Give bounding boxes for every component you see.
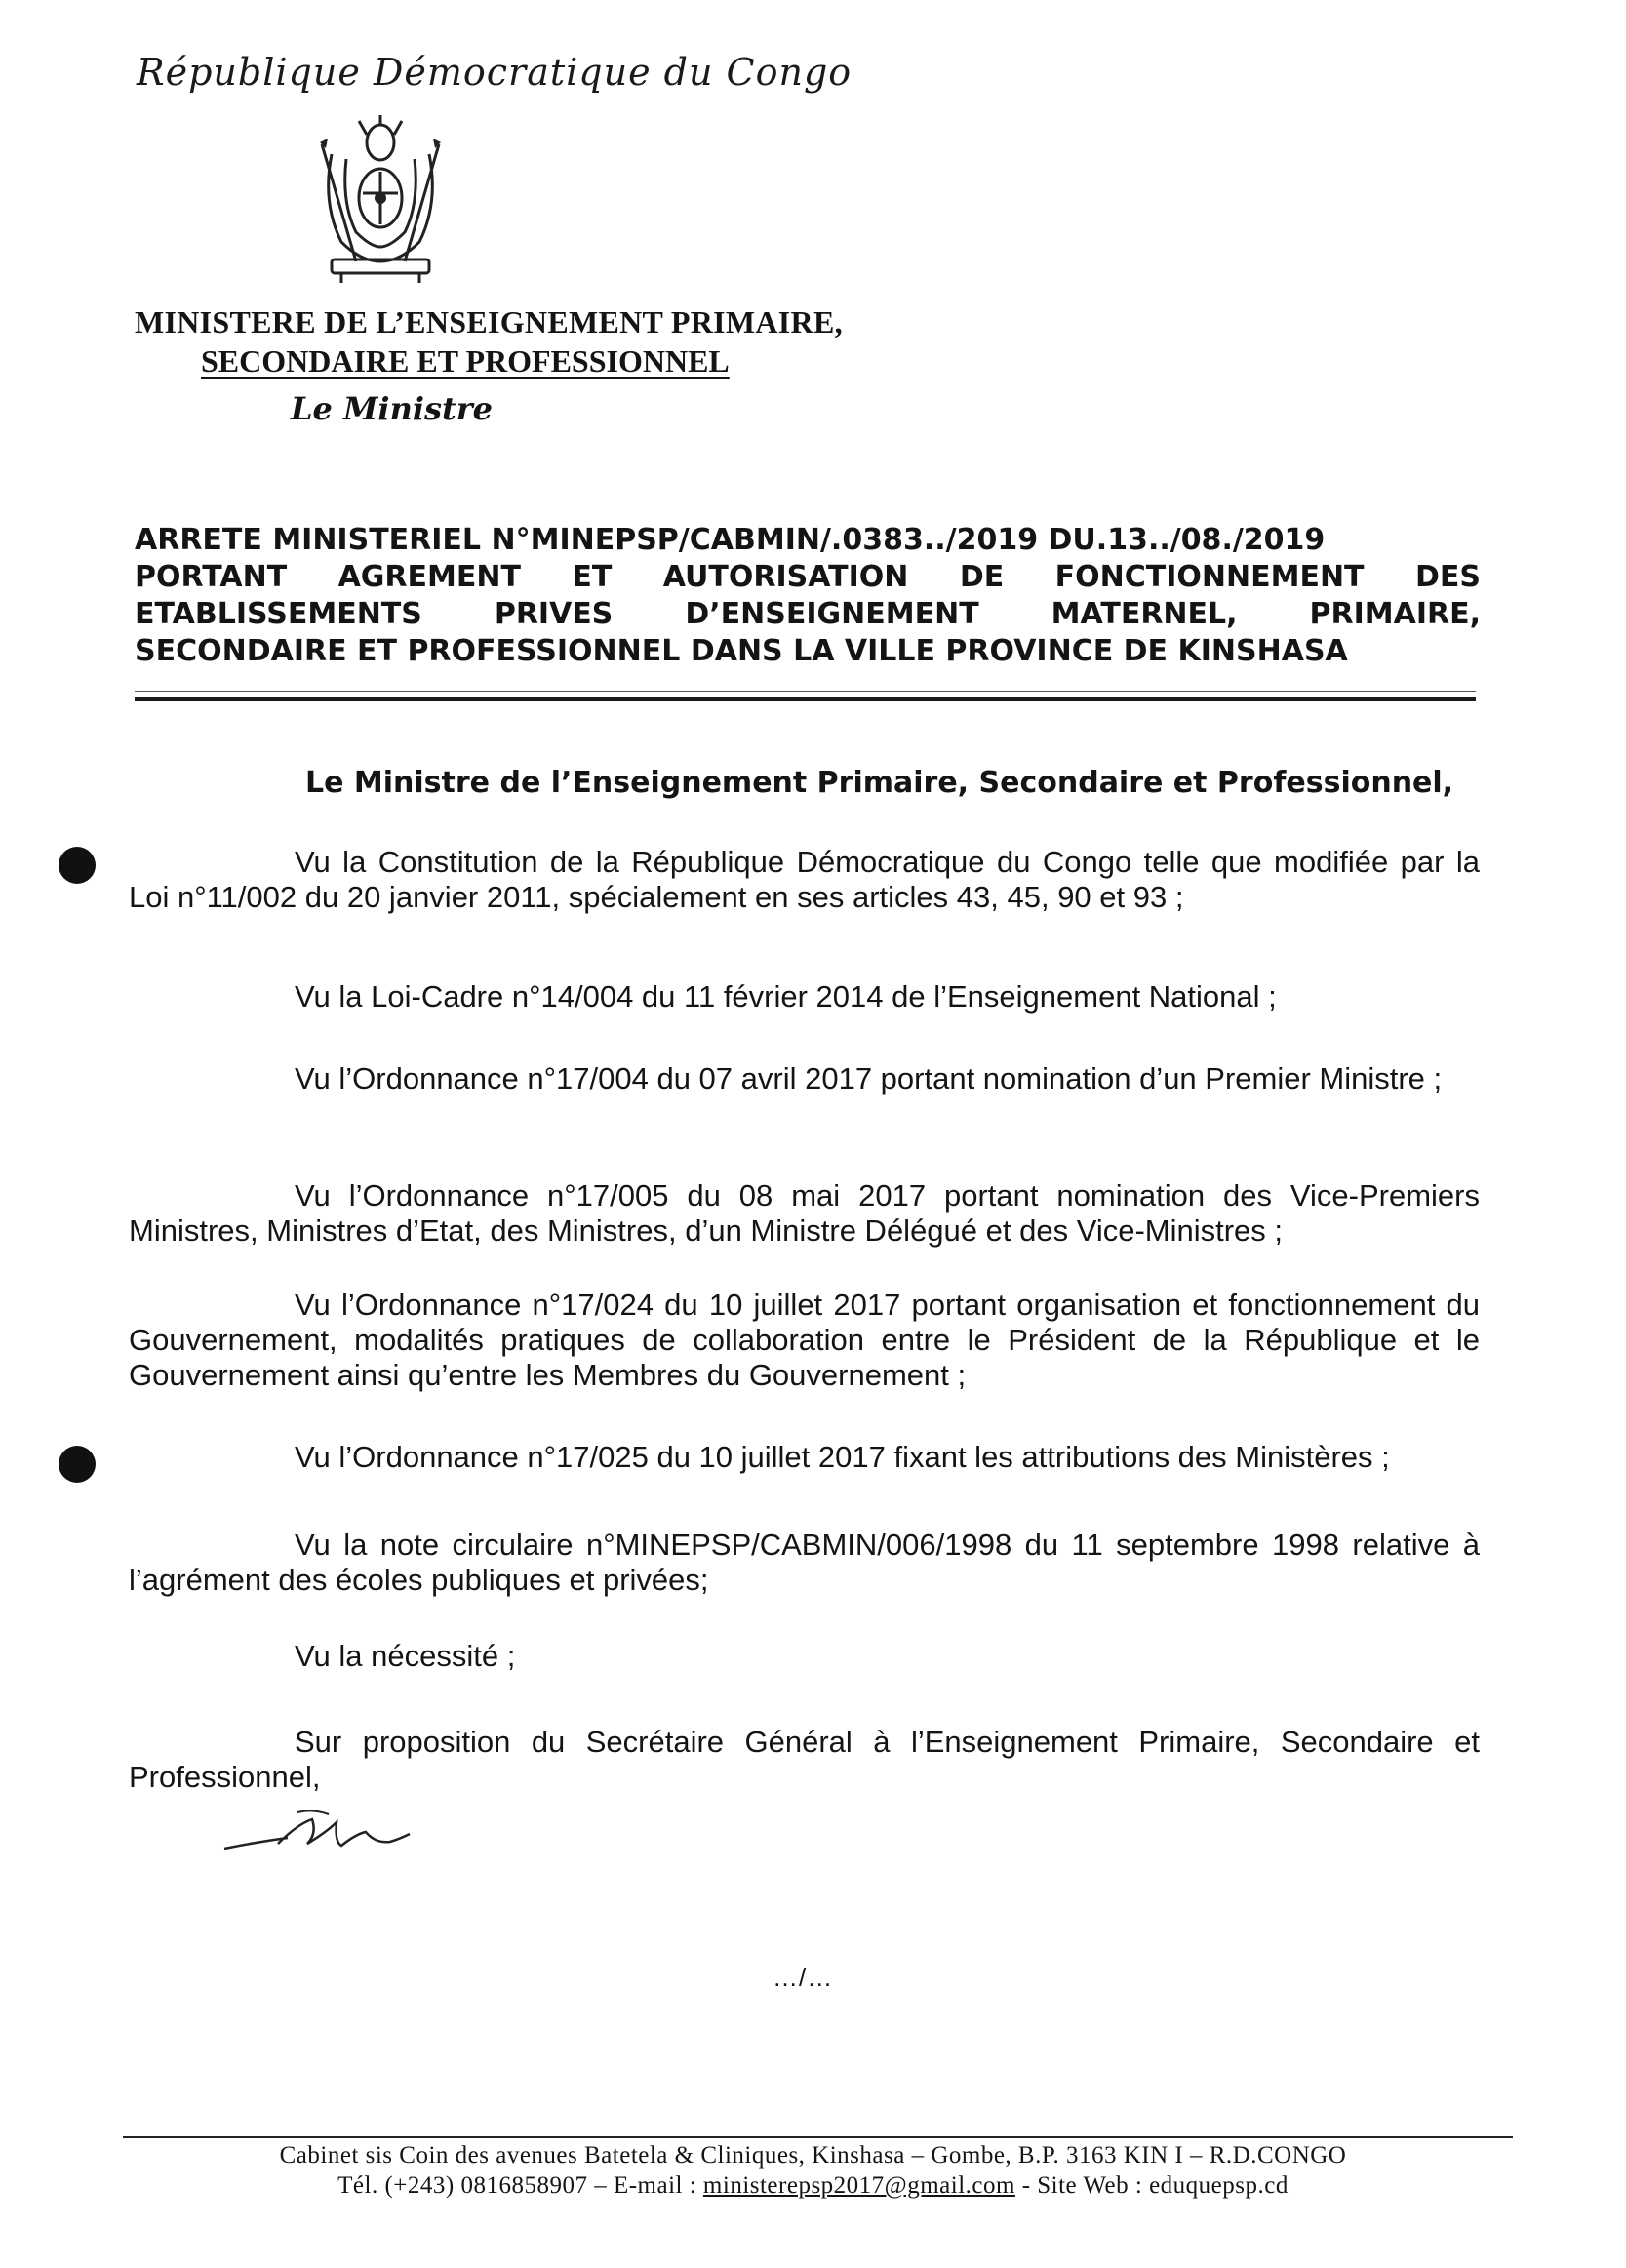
decree-title-line3 (135, 596, 1481, 633)
decree-title-line4 (135, 633, 1481, 670)
paragraph-note-circulaire: Vu la note circulaire n°MINEPSP/CABMIN/006/1998 du 11 septembre 1998 relative à l’agrément des écoles publiques et privées; (129, 1528, 1480, 1597)
title-divider-thin (135, 691, 1476, 692)
title-word: PORTANT (135, 560, 288, 594)
minister-heading: Le Ministre de l’Enseignement Primaire, Secondaire et Professionnel, (305, 766, 1454, 800)
title-word: ETABLISSEMENTS (135, 597, 422, 631)
paragraph-ordonnance-005: Vu l’Ordonnance n°17/005 du 08 mai 2017 portant nomination des Vice-Premiers Ministres, Ministres d’Etat, des Ministres, d’un Ministre Délégué et des Vice-Ministres ; (129, 1178, 1480, 1248)
decree-title-line1 (135, 522, 1481, 559)
page-continuation-mark: …/… (773, 1963, 834, 1992)
title-word: AUTORISATION (662, 560, 909, 594)
paragraph-necessite: Vu la nécessité ; (295, 1639, 516, 1673)
paragraph-ordonnance-024: Vu l’Ordonnance n°17/024 du 10 juillet 2017 portant organisation et fonctionnement du Gouvernement, modalités pratiques de collaboration entre le Président de la République et le Gouvernement ainsi qu’entre les Membres du Gouvernement ; (129, 1288, 1480, 1392)
title-word: PRIVES (494, 597, 614, 631)
le-ministre-label: Le Ministre (291, 390, 494, 427)
title-divider (135, 697, 1476, 701)
title-word: FONCTIONNEMENT (1054, 560, 1365, 594)
title-word: DES (1414, 560, 1481, 594)
paragraph-ordonnance-004: Vu l’Ordonnance n°17/004 du 07 avril 2017 portant nomination d’un Premier Ministre ; (295, 1061, 1443, 1095)
republic-heading: République Démocratique du Congo (137, 51, 853, 94)
decree-title (135, 522, 1481, 670)
punch-hole-mark (59, 1446, 96, 1483)
title-word: PRIMAIRE, (1309, 597, 1481, 631)
paragraph-loi-cadre: Vu la Loi-Cadre n°14/004 du 11 février 2014 de l’Enseignement National ; (295, 979, 1277, 1014)
decree-month: 08 (1180, 523, 1222, 557)
ministry-name-line2: SECONDAIRE ET PROFESSIONNEL (201, 343, 730, 378)
decree-year: ./2019 (1221, 523, 1326, 557)
footer-website: - Site Web : eduquepsp.cd (1014, 2172, 1289, 2199)
ministry-name-line1: MINISTERE DE L’ENSEIGNEMENT PRIMAIRE, (135, 304, 843, 339)
title-word: ET (572, 560, 613, 594)
decree-day: 13 (1107, 523, 1148, 557)
paragraph-proposition: Sur proposition du Secrétaire Général à l’Enseignement Primaire, Secondaire et Professionnel, (129, 1725, 1480, 1794)
title-line4-text: SECONDAIRE ET PROFESSIONNEL DANS LA VILLE PROVINCE DE KINSHASA (135, 634, 1348, 668)
title-word: MATERNEL, (1051, 597, 1238, 631)
paragraph-constitution: Vu la Constitution de la République Démocratique du Congo telle que modifiée par la Loi n°11/002 du 20 janvier 2011, spécialement en ses articles 43, 45, 90 et 93 ; (129, 845, 1480, 914)
title-word: AGREMENT (337, 560, 521, 594)
coat-of-arms-emblem (302, 115, 458, 286)
decree-title-line2 (135, 559, 1481, 596)
punch-hole-mark (59, 847, 96, 884)
decree-date-prefix: ../2019 DU. (923, 523, 1108, 557)
decree-number: 0383 (842, 523, 924, 557)
paragraph-ordonnance-025: Vu l’Ordonnance n°17/025 du 10 juillet 2017 fixant les attributions des Ministères ; (295, 1440, 1390, 1474)
footer-contact (0, 2172, 1626, 2200)
title-word: D’ENSEIGNEMENT (685, 597, 979, 631)
footer-divider (123, 2136, 1513, 2138)
footer-phone: Tél. (+243) 0816858907 – E-mail : (337, 2172, 703, 2199)
decree-number-prefix: ARRETE MINISTERIEL N°MINEPSP/CABMIN/. (135, 523, 843, 557)
title-word: DE (959, 560, 1005, 594)
decree-date-separator: ../ (1147, 523, 1181, 557)
footer-address: Cabinet sis Coin des avenues Batetela & Cliniques, Kinshasa – Gombe, B.P. 3163 KIN I – R.D.CONGO (279, 2142, 1347, 2169)
initials-signature (219, 1805, 415, 1863)
footer-email-link[interactable]: ministerepsp2017@gmail.com (702, 2172, 1015, 2199)
